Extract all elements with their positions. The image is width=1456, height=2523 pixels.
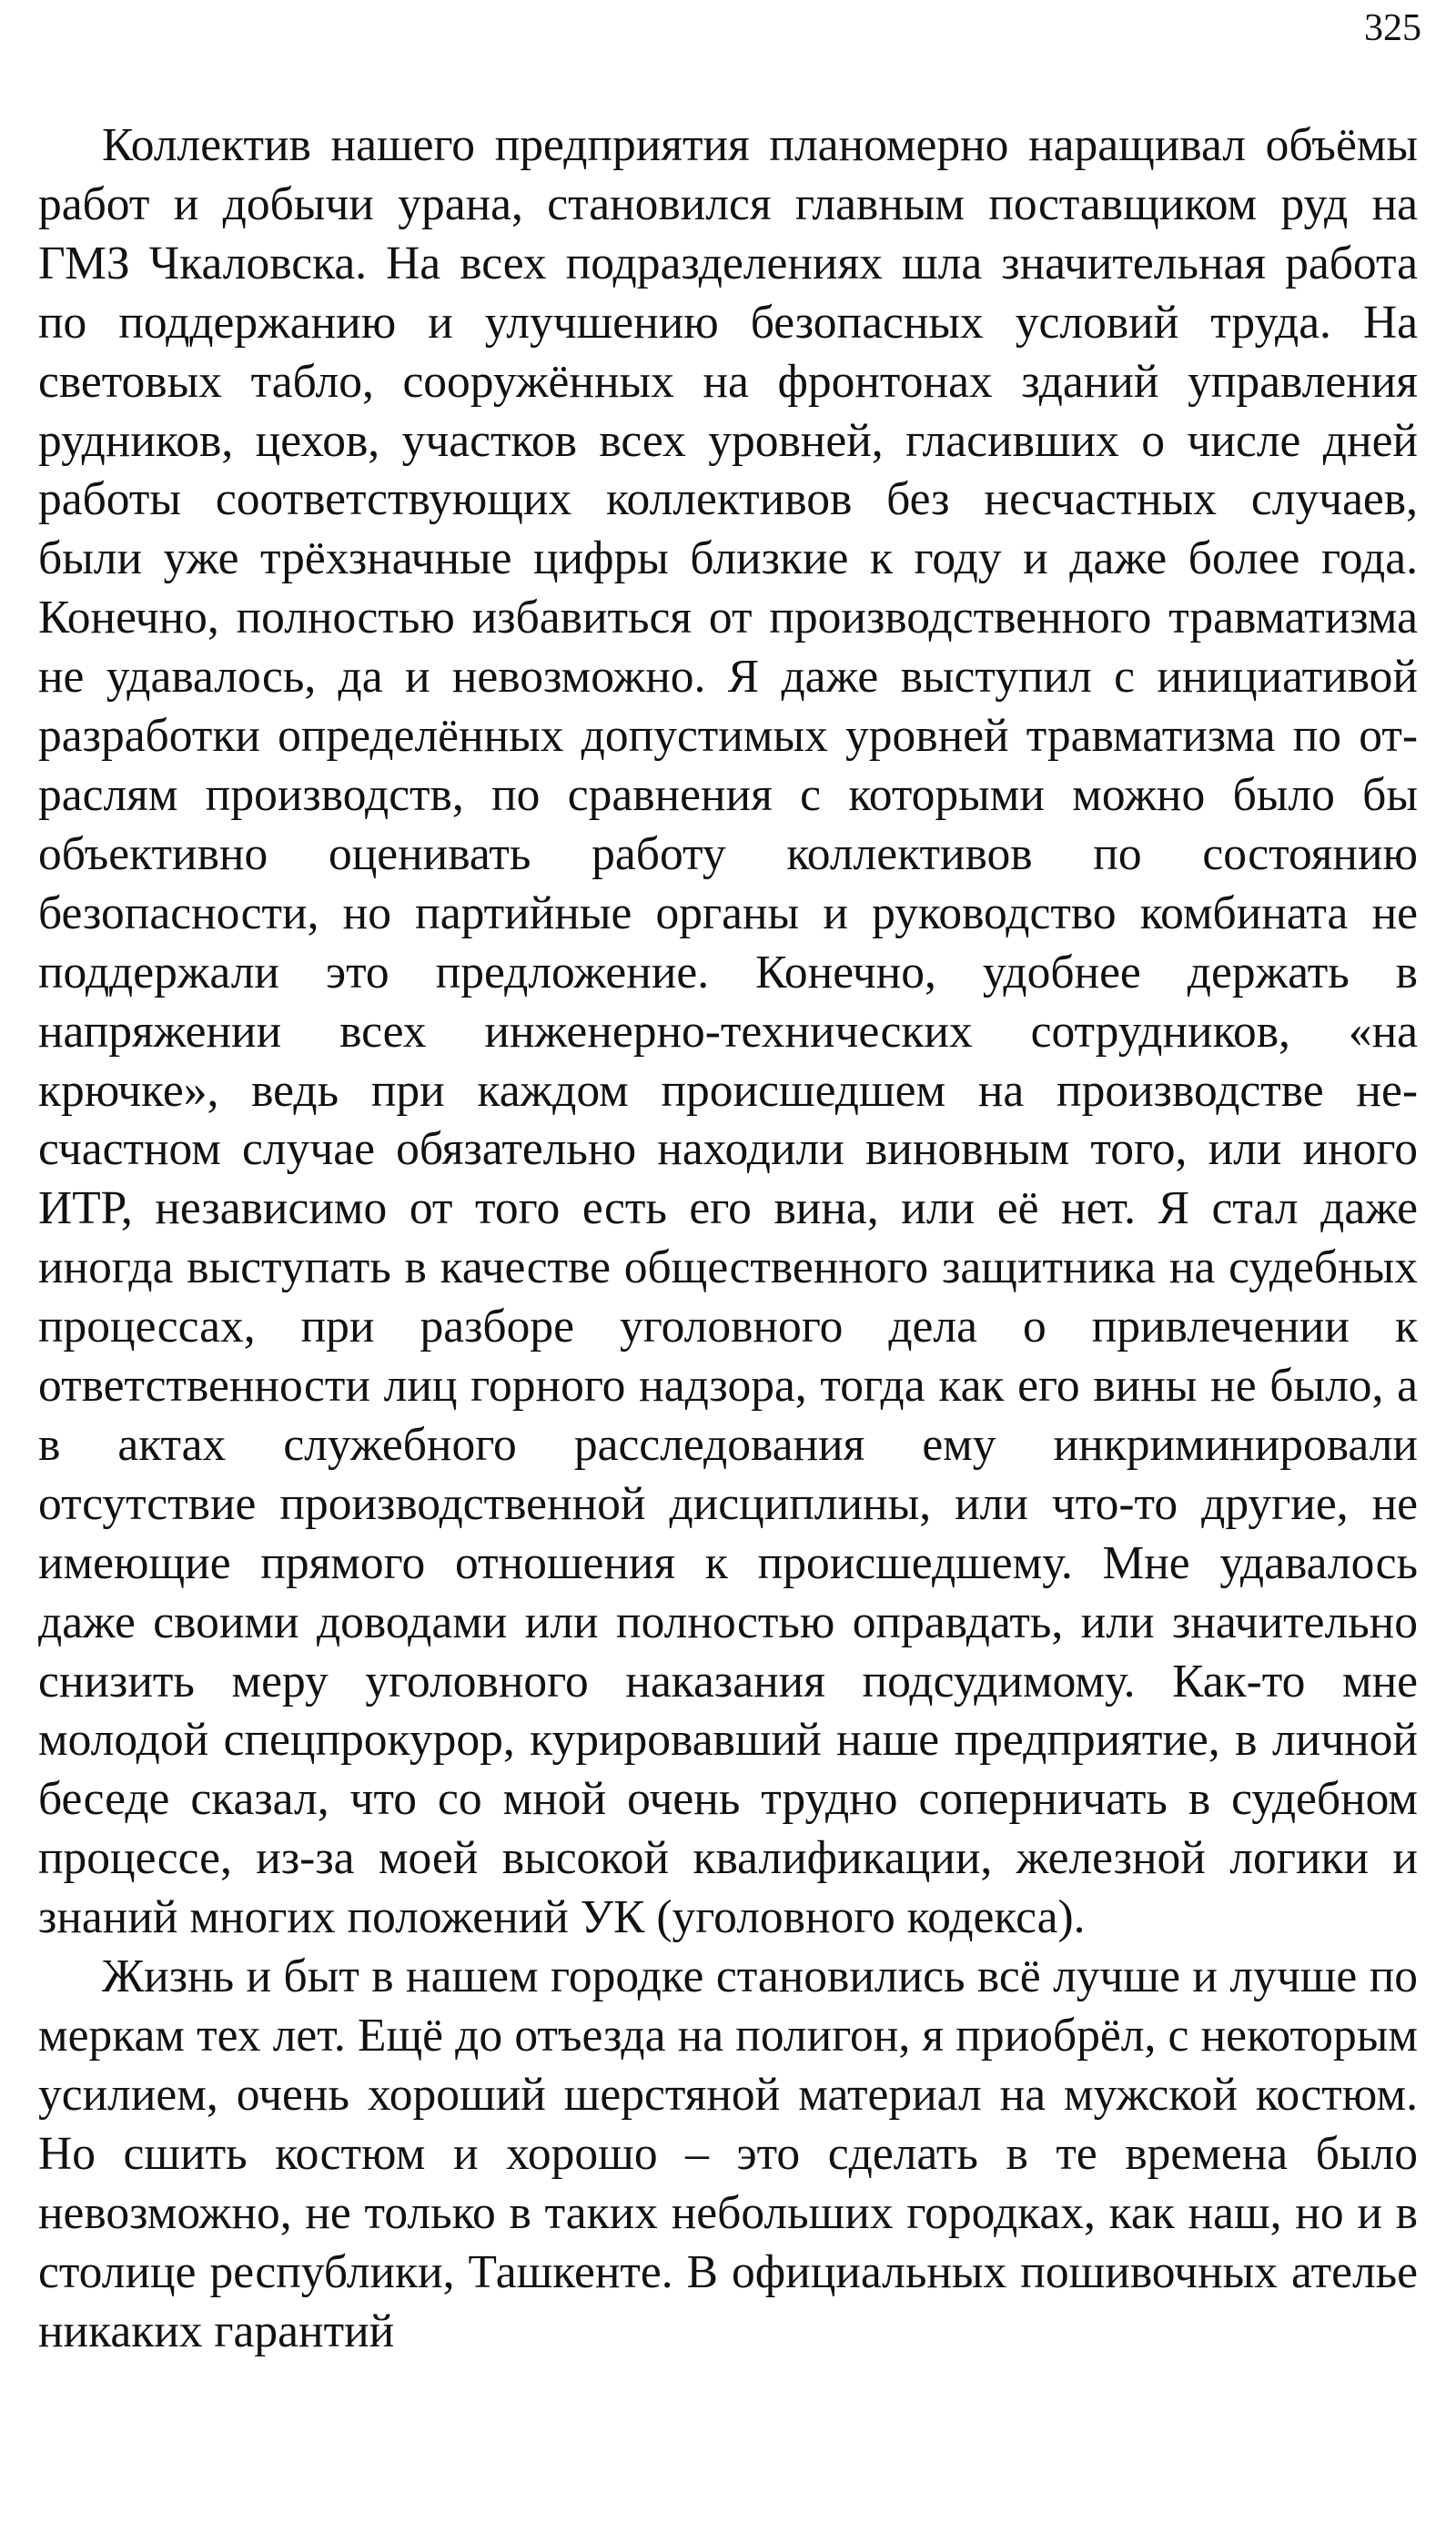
page-number: 325 [1364,7,1421,49]
paragraph: Жизнь и быт в нашем городке становились всё лучше и лучше по меркам тех лет. Ещё до отъезда на полигон, я приобрёл, с некоторым усилием, очень хороший шерстяной материал на мужской костюм. Но сшить костюм и хорошо – это сделать в те времена было невозможно, не только в таких небольших городках, как наш, но и в столице республики, Ташкенте. В официальных пошивочных ателье никаких гарантий [38,1951,1418,2357]
paragraph: Коллектив нашего предприятия планомерно наращивал объёмы работ и добычи урана, становился главным поставщиком руд на ГМЗ Чкаловска. На всех подразделениях шла значительная работа по поддержанию и улучшению безопасных условий труда. На световых табло, сооружённых на фронтонах зданий управления рудников, цехов, участков всех уровней, гласивших о числе дней работы соответствующих коллективов без несчастных случаев, были уже трёхзначные цифры близкие к году и даже более года. Конечно, полностью избавиться от производственного травматизма не удавалось, да и невозможно. Я даже выступил с инициативой разработки определённых допустимых уровней травматизма по отраслям производств, по сравнения с которыми можно было бы объективно оценивать работу коллективов по состоянию безопасности, но партийные органы и руководство комбината не поддержали это предложение. Конечно, удобнее держать в напряжении всех инженерно-технических сотрудников, «на крючке», ведь при каждом происшедшем на производстве несчастном случае обязательно находили виновным того, или иного ИТР, независимо от того есть его вина, или её нет. Я стал даже иногда выступать в качестве общественного защитника на судебных процессах, при разборе уголовного дела о привлечении к ответственности лиц горного надзора, тогда как его вины не было, а в актах служебного расследования ему инкриминировали отсутствие производственной дисциплины, или что-то другие, не имеющие прямого отношения к происшедшему. Мне удавалось даже своими доводами или полностью оправдать, или значительно снизить меру уголовного наказания подсудимому. Как-то мне молодой спецпрокурор, курировавший наше предприятие, в личной беседе сказал, что со мной очень трудно соперничать в судебном процессе, из-за моей высокой квалификации, железной логики и знаний многих положений УК (уголовного кодекса). [38,119,1418,1944]
page-text [38,117,1418,2361]
